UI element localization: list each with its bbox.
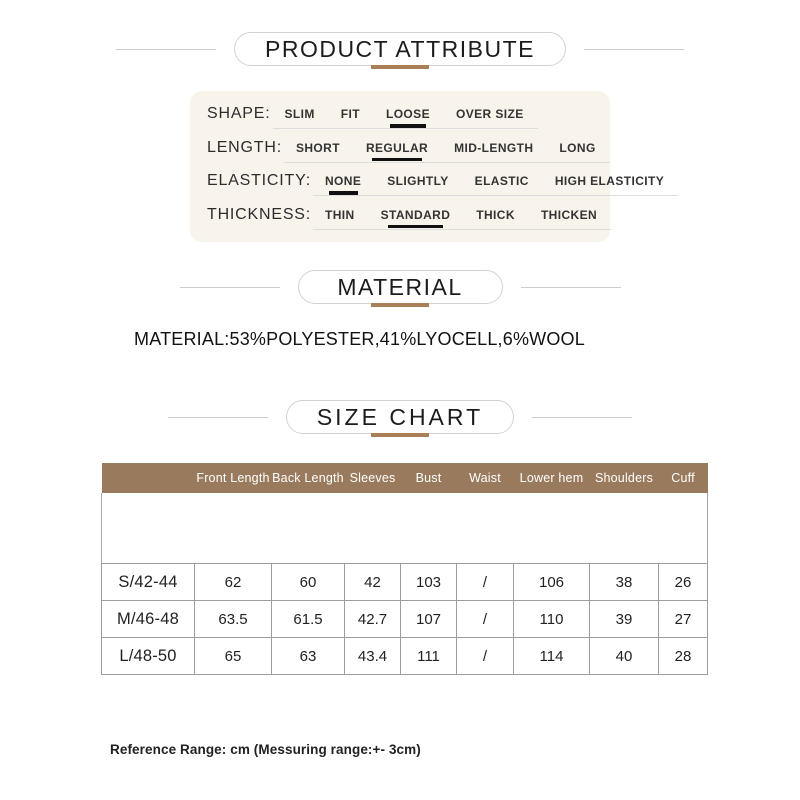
column-header: Cuff [659,463,708,493]
size-chart-title: SIZE CHART [316,403,484,430]
attribute-option-high-elasticity: HIGH ELASTICITY [554,174,665,189]
reference-note: Reference Range: cm (Messuring range:+- 3cm) [110,742,421,757]
size-chart-title-pill [286,400,514,434]
value-cell: / [457,638,514,675]
material-header [0,270,800,304]
attribute-option-over-size: OVER SIZE [455,107,524,121]
table-header-row [102,463,708,493]
column-header: Sleeves [345,463,401,493]
attribute-option-elastic: ELASTIC [474,174,529,189]
table-spacer-row [102,493,708,564]
column-header: Waist [457,463,514,493]
attribute-option-short: SHORT [295,140,340,155]
decorative-line-right [584,49,684,50]
product-attribute-header [0,32,800,66]
attribute-options [284,141,610,163]
title-accent-underline [371,303,429,307]
product-attribute-title-pill [234,32,566,66]
value-cell: 63 [272,638,345,675]
size-chart-header [0,400,800,434]
attribute-option-fit: FIT [340,107,360,121]
value-cell: / [457,564,514,601]
attribute-label: SHAPE: [207,105,271,122]
column-header: Lower hem [514,463,590,493]
value-cell: 27 [659,601,708,638]
table-row [102,638,708,675]
value-cell: 61.5 [272,601,345,638]
value-cell: 28 [659,638,708,675]
attribute-label: ELASTICITY: [207,172,311,190]
attribute-option-mid-length: MID-LENGTH [454,140,534,155]
value-cell: 43.4 [345,638,401,675]
value-cell: 103 [401,564,457,601]
decorative-line-left [180,287,280,288]
attribute-option-standard: STANDARD [380,207,451,222]
attribute-options [313,174,678,196]
attribute-row-thickness [207,206,596,230]
table-row [102,564,708,601]
column-header: Shoulders [590,463,659,493]
attribute-option-thicken: THICKEN [540,207,598,222]
attribute-option-loose: LOOSE [385,107,430,121]
attribute-options [273,107,538,129]
column-header: Front Length [195,463,272,493]
product-attribute-title: PRODUCT ATTRIBUTE [265,35,535,62]
material-title: MATERIAL [337,273,463,300]
attribute-option-regular: REGULAR [365,140,429,155]
value-cell: 60 [272,564,345,601]
value-cell: 106 [514,564,590,601]
material-title-pill [298,270,503,304]
attribute-option-none: NONE [324,174,362,189]
value-cell: 62 [195,564,272,601]
attribute-label: LENGTH: [207,138,282,156]
value-cell: 111 [401,638,457,675]
attribute-row-length [207,139,596,163]
attribute-row-elasticity [207,172,665,196]
table-row [102,601,708,638]
attribute-option-thick: THICK [476,207,515,222]
title-accent-underline [371,65,429,69]
column-header: Bust [401,463,457,493]
attribute-option-slightly: SLIGHTLY [387,174,449,189]
attribute-label: THICKNESS: [207,205,312,223]
value-cell: 63.5 [195,601,272,638]
column-header [102,463,195,493]
size-label-cell: S/42-44 [102,564,195,601]
title-accent-underline [371,433,429,437]
value-cell: 42 [345,564,401,601]
value-cell: 65 [195,638,272,675]
value-cell: 26 [659,564,708,601]
attribute-options [313,208,611,230]
value-cell: 38 [590,564,659,601]
value-cell: / [457,601,514,638]
value-cell: 40 [590,638,659,675]
material-composition: MATERIAL:53%POLYESTER,41%LYOCELL,6%WOOL [134,329,585,349]
size-chart-table [101,463,708,675]
attribute-option-thin: THIN [325,207,355,222]
size-label-cell: L/48-50 [102,638,195,675]
size-label-cell: M/46-48 [102,601,195,638]
value-cell: 107 [401,601,457,638]
value-cell: 110 [514,601,590,638]
value-cell: 39 [590,601,659,638]
decorative-line-right [521,287,621,288]
decorative-line-left [168,417,268,418]
column-header: Back Length [272,463,345,493]
value-cell: 42.7 [345,601,401,638]
attribute-row-shape [207,105,596,129]
value-cell: 114 [514,638,590,675]
decorative-line-left [116,49,216,50]
table-spacer-cell [102,493,708,564]
attribute-option-slim: SLIM [284,107,315,121]
decorative-line-right [532,417,632,418]
attribute-option-long: LONG [559,140,596,155]
attribute-panel [190,91,665,242]
